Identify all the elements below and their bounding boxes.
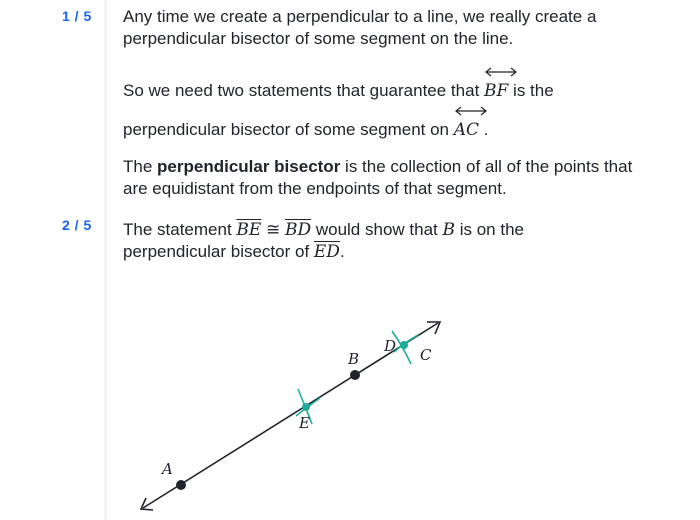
label-d: D bbox=[384, 337, 397, 355]
arrowhead-left-icon bbox=[141, 498, 153, 510]
point-a bbox=[176, 480, 186, 490]
segment-bd: $\overline{BD}$ bbox=[285, 220, 312, 240]
point-e bbox=[302, 403, 310, 411]
congruent-symbol: ≅ bbox=[261, 220, 285, 239]
text-segment: would show that bbox=[311, 220, 443, 239]
text-segment: is on the bbox=[454, 220, 524, 239]
segment-be: $\overline{BE}$ bbox=[236, 220, 262, 240]
label-e: E bbox=[299, 414, 310, 432]
text-segment: . bbox=[339, 242, 345, 261]
point-b-var: B bbox=[442, 220, 455, 240]
step-number-2: 2 / 5 bbox=[62, 217, 92, 233]
text-segment: The bbox=[123, 157, 158, 176]
step-number-1: 1 / 5 bbox=[62, 8, 92, 24]
label-c: C bbox=[420, 346, 432, 364]
text-segment: . bbox=[479, 120, 489, 139]
line-ac-label: AC bbox=[453, 120, 480, 140]
label-b: B bbox=[348, 350, 360, 368]
line-bf-label: BF bbox=[484, 81, 509, 101]
step-1-explanation: Any time we create a perpendicular to a line, we really create a perpendicular bisector of some segment on the line. bbox=[123, 7, 597, 48]
text-segment: So we need two statements that guarantee that bbox=[123, 81, 485, 100]
text-segment: The statement bbox=[123, 220, 237, 239]
text-segment: perpendicular bisector of some segment on bbox=[123, 120, 454, 139]
text-segment: is the bbox=[508, 81, 554, 100]
point-d bbox=[400, 341, 408, 349]
text-segment: is the collection of all of the points that are equidistant from the endpoints of that segment. bbox=[123, 157, 633, 198]
term-perpendicular-bisector: perpendicular bisector bbox=[157, 157, 341, 176]
point-b bbox=[350, 370, 360, 380]
text-segment: perpendicular bisector of bbox=[123, 242, 314, 261]
segment-ed: $\overline{ED}$ bbox=[313, 242, 340, 262]
label-a: A bbox=[162, 460, 173, 478]
